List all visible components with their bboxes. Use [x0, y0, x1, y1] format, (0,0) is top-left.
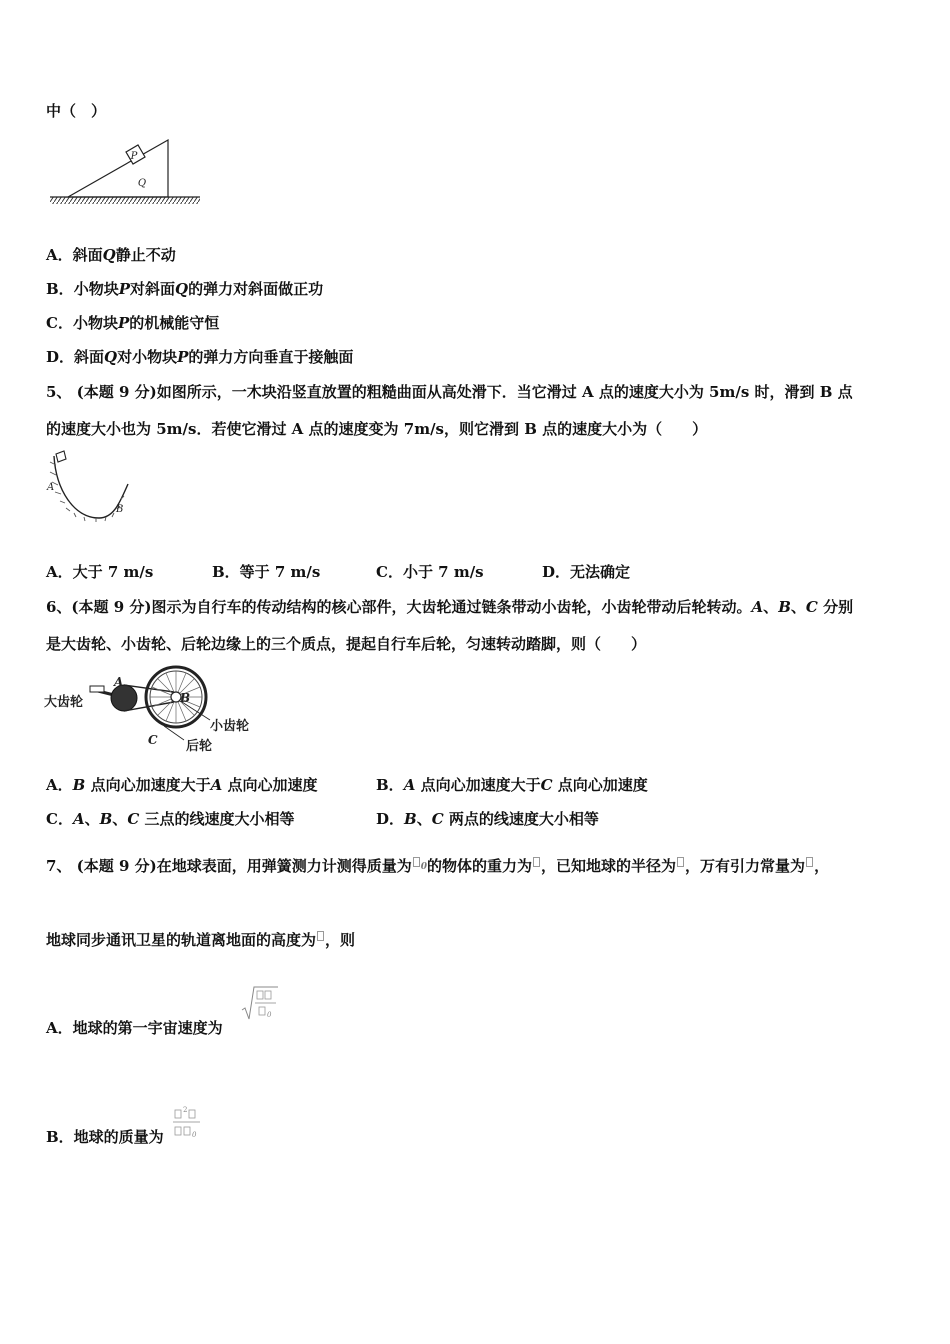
- label-p: P: [130, 151, 138, 162]
- mass-formula: [172, 1106, 204, 1142]
- q5-stem-line1: 5、 (本题 9 分)如图所示，一木块沿竖直放置的粗糙曲面从高处滑下．当它滑过 A 点的速度大小为 5m/s 时，滑到 B 点: [46, 383, 853, 401]
- q6-option-b[interactable]: B．A 点向心加速度大于C 点向心加速度: [376, 776, 648, 794]
- label-a: A: [114, 675, 124, 689]
- ground-hatch: [50, 197, 200, 204]
- curved-track-figure: [44, 450, 134, 528]
- track-hatch: [50, 462, 124, 522]
- label-rear-wheel: 后轮: [186, 739, 213, 754]
- bicycle-drive-figure: [44, 664, 264, 756]
- q4-option-c[interactable]: C．小物块P的机械能守恒: [46, 314, 220, 332]
- missing-symbol-g: [806, 857, 813, 867]
- sqrt-formula: [240, 983, 280, 1023]
- sqrt-subscript: 0: [267, 1011, 272, 1019]
- q6-stem-line1: 6、(本题 9 分)图示为自行车的传动结构的核心部件，大齿轮通过链条带动小齿轮，小齿轮带动后轮转动。A、B、C 分别: [46, 598, 854, 616]
- block: [56, 451, 66, 462]
- missing-symbol-r: [677, 857, 684, 867]
- incline-q: [68, 140, 168, 197]
- q5-stem-line2: 的速度大小也为 5m/s．若使它滑过 A 点的速度变为 7m/s，则它滑到 B 点的速度大小为（ ）: [46, 420, 708, 438]
- label-big-gear: 大齿轮: [44, 695, 84, 710]
- missing-symbol-f: [533, 857, 540, 867]
- q6-option-a[interactable]: A．B 点向心加速度大于A 点向心加速度: [46, 776, 318, 794]
- q6-stem-line2: 是大齿轮、小齿轮、后轮边缘上的三个质点，提起自行车后轮，匀速转动踏脚，则（ ）: [46, 635, 647, 653]
- continued-question-tail: 中（ ）: [46, 102, 107, 120]
- q4-option-d[interactable]: D．斜面Q对小物块P的弹力方向垂直于接触面: [46, 348, 354, 366]
- fraction-subscript: 0: [192, 1131, 197, 1139]
- missing-symbol-h: [317, 931, 324, 941]
- q5-option-d[interactable]: D．无法确定: [542, 563, 631, 581]
- q7-stem-line1: 7、 (本题 9 分)在地球表面，用弹簧测力计测得质量为 0的物体的重力为 ，已知地球的半径为 ，万有引力常量为 ，: [46, 857, 830, 875]
- q5-option-c[interactable]: C．小于 7 m/s: [376, 563, 484, 581]
- q6-option-d[interactable]: D．B、C 两点的线速度大小相等: [376, 810, 599, 828]
- q5-option-b[interactable]: B．等于 7 m/s: [212, 563, 321, 581]
- q7-option-b[interactable]: B．地球的质量为: [46, 1128, 164, 1146]
- q4-option-b[interactable]: B．小物块P对斜面Q的弹力对斜面做正功: [46, 280, 324, 298]
- q6-option-c[interactable]: C．A、B、C 三点的线速度大小相等: [46, 810, 295, 828]
- label-small-gear: 小齿轮: [210, 719, 250, 734]
- missing-symbol-m: [413, 857, 420, 867]
- incline-figure: [46, 136, 206, 208]
- pedal: [90, 686, 104, 692]
- superscript-two: 2: [183, 1106, 188, 1114]
- label-b: B: [116, 504, 124, 515]
- label-b: B: [180, 691, 191, 705]
- q5-option-a[interactable]: A．大于 7 m/s: [46, 563, 154, 581]
- q7-option-a[interactable]: A．地球的第一宇宙速度为: [46, 1019, 223, 1037]
- label-a: A: [47, 482, 55, 493]
- q4-option-a[interactable]: A．斜面Q静止不动: [46, 246, 176, 264]
- label-c: C: [148, 733, 158, 747]
- label-q: Q: [137, 178, 147, 189]
- q7-stem-line2: 地球同步通讯卫星的轨道离地面的高度为 ，则: [46, 931, 356, 949]
